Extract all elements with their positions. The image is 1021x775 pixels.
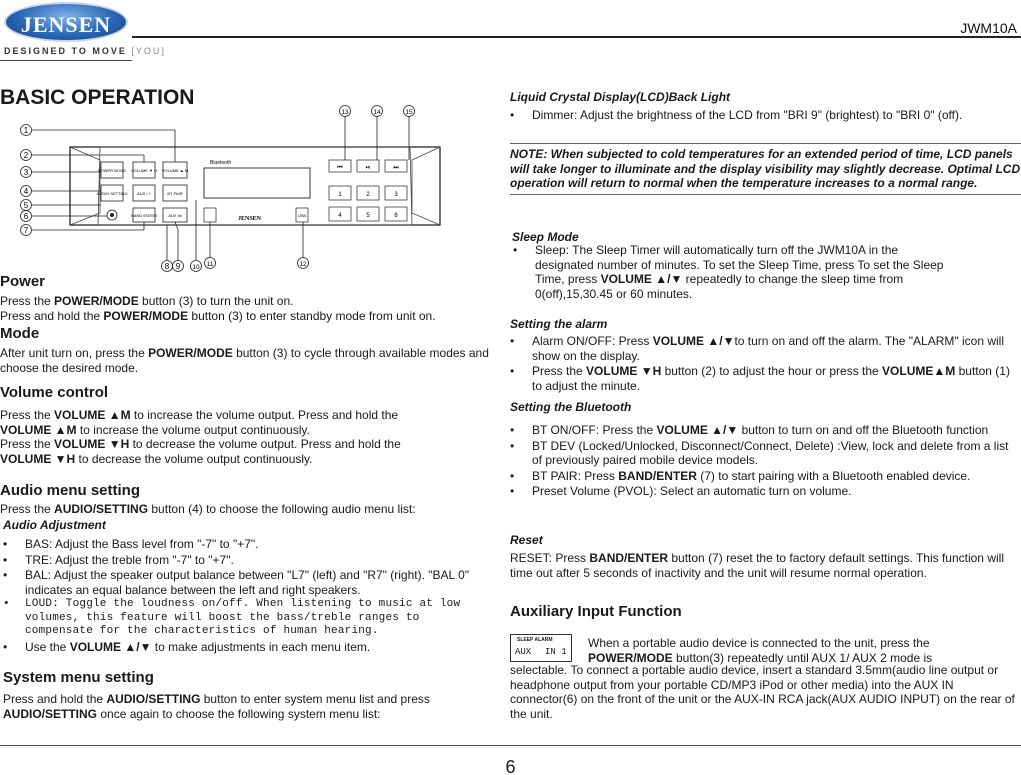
audio-adjustment-subheading: Audio Adjustment bbox=[3, 518, 106, 532]
list-item: • TRE: Adjust the treble from "-7" to "+7". bbox=[0, 553, 488, 568]
bluetooth-label: Bluetooth bbox=[210, 160, 232, 166]
callout-6: 6 bbox=[23, 212, 29, 221]
preset-5-label: 5 bbox=[366, 213, 370, 219]
list-item: • LOUD: Toggle the loudness on/off. When listening to music at low volumes, this feature will boost the bass/treble ranges to compensate for the characteristics of human hearing. bbox=[0, 598, 488, 639]
volume-up-button-label: VOLUME ▲ M bbox=[161, 168, 189, 173]
volume-text: Press the VOLUME ▲M to increase the volume output. Press and hold the VOLUME ▲M to increase the volume output continuously. Press the VOLUME ▼H to decrease the volume output. Press and hold the VOLUME ▼H to decrease the volume output continuously. bbox=[0, 408, 401, 466]
sleep-heading: Sleep Mode bbox=[512, 230, 579, 244]
callout-15: 15 bbox=[405, 109, 413, 116]
logo-text: JENSEN bbox=[20, 12, 112, 37]
mode-heading: Mode bbox=[0, 325, 40, 342]
tagline bbox=[4, 46, 166, 56]
panel-left-bevel bbox=[70, 147, 100, 225]
bt-pair-button-label: BT PAIR bbox=[167, 191, 183, 196]
preset-3-label: 3 bbox=[394, 192, 398, 198]
tagline-main: DESIGNED TO MOVE bbox=[4, 46, 127, 56]
bluetooth-heading: Setting the Bluetooth bbox=[510, 400, 632, 414]
lcd-display-shape bbox=[204, 168, 310, 198]
callout-13: 13 bbox=[341, 109, 349, 116]
list-item: • BT DEV (Locked/Unlocked, Disconnect/Connect, Delete) :View, lock and delete from a list of previously paired mobile device models. bbox=[507, 439, 1021, 468]
left-small-button-shape bbox=[204, 208, 216, 222]
audio-adjustment-list bbox=[0, 537, 488, 655]
mode-text: After unit turn on, press the POWER/MODE button (3) to cycle through available modes and choose the desired mode. bbox=[0, 346, 489, 375]
list-item: • BT PAIR: Press BAND/ENTER (7) to start pairing with a Bluetooth enabled device. bbox=[507, 469, 1021, 484]
callout-7: 7 bbox=[23, 226, 29, 235]
tagline-you: [YOU] bbox=[131, 46, 166, 56]
bluetooth-list bbox=[507, 423, 1021, 500]
sleep-list bbox=[510, 243, 960, 302]
callout-9: 9 bbox=[175, 262, 181, 271]
list-item: • Alarm ON/OFF: Press VOLUME ▲/▼to turn on and off the alarm. The "ALARM" icon will show on the display. bbox=[507, 334, 1021, 363]
band-enter-button-label: BAND ENTER bbox=[131, 213, 157, 218]
panel-right-bevel bbox=[412, 147, 440, 225]
audio-menu-intro: Press the AUDIO/SETTING button (4) to choose the following audio menu list: bbox=[0, 502, 416, 516]
power-heading: Power bbox=[0, 273, 46, 290]
reset-text: RESET: Press BAND/ENTER button (7) reset the to factory default settings. This function will time out after 5 seconds of inactivity and the unit will resume normal operation. bbox=[510, 551, 1004, 580]
lcd-note: NOTE: When subjected to cold temperatures for an extended period of time, LCD panels will take longer to illuminate and the display visibility may slightly decrease. Optimal LCD operation will return to normal when the temperature increases to a normal range. bbox=[510, 143, 1021, 195]
audio-menu-heading: Audio menu setting bbox=[0, 482, 140, 499]
lcd-list bbox=[507, 108, 1021, 124]
radio-front-panel-diagram bbox=[0, 100, 500, 275]
list-item: • Preset Volume (PVOL): Select an automatic turn on volume. bbox=[507, 484, 1021, 499]
page-title: BASIC OPERATION bbox=[0, 86, 195, 109]
preset-2-label: 2 bbox=[366, 192, 370, 198]
list-item: • Dimmer: Adjust the brightness of the LCD from "BRI 9" (brightest) to "BRI 0" (off). bbox=[507, 108, 1021, 123]
aux-box-top-label: SLEEP ALARM bbox=[517, 637, 553, 643]
list-item: • Press the VOLUME ▼H button (2) to adjust the hour or press the VOLUME▲M button (1) to adjust the minute. bbox=[507, 364, 1021, 393]
usb-label: USB bbox=[297, 213, 307, 218]
callout-4: 4 bbox=[23, 187, 29, 196]
callout-3: 3 bbox=[23, 168, 29, 177]
callout-12: 12 bbox=[299, 261, 307, 268]
panel-brand: JENSEN bbox=[238, 216, 262, 222]
alarm-list bbox=[507, 334, 1021, 394]
list-item: • BAL: Adjust the speaker output balance between "L7" (left) and "R7" (right). "BAL 0" indicates an equal balance between the left and right speakers. bbox=[0, 568, 488, 597]
list-item: • Use the VOLUME ▲/▼ to make adjustments in each menu item. bbox=[0, 640, 488, 655]
aux-plus-button-label: AUX / + bbox=[137, 191, 151, 196]
volume-knob-center bbox=[110, 213, 114, 217]
page-number: 6 bbox=[505, 757, 516, 775]
aux-box-left-label: AUX bbox=[515, 647, 532, 657]
power-mode-button-label: POWER MODE bbox=[97, 168, 127, 173]
aux-box-right-label: IN 1 bbox=[545, 647, 567, 657]
callout-8: 8 bbox=[164, 262, 170, 271]
aux-in-button-label: AUX IN bbox=[168, 213, 182, 218]
next-track-icon: ⏭ bbox=[393, 165, 399, 171]
callout-2: 2 bbox=[23, 151, 29, 160]
list-item: • BT ON/OFF: Press the VOLUME ▲/▼ button to turn on and off the Bluetooth function bbox=[507, 423, 1021, 438]
aux-heading: Auxiliary Input Function bbox=[510, 603, 682, 620]
power-text: Press the POWER/MODE button (3) to turn the unit on. Press and hold the POWER/MODE button (3) to enter standby mode from unit on. bbox=[0, 294, 436, 323]
alarm-heading: Setting the alarm bbox=[510, 317, 608, 331]
aux-lcd-illustration bbox=[510, 634, 572, 662]
header-divider bbox=[132, 36, 1021, 38]
volume-down-button-label: VOLUME ▼ H bbox=[131, 168, 157, 173]
preset-6-label: 6 bbox=[394, 213, 398, 219]
model-number: JWM10A bbox=[960, 20, 1017, 36]
radio-diagram-svg bbox=[0, 100, 500, 275]
list-item: • BAS: Adjust the Bass level from "-7" to "+7". bbox=[0, 537, 488, 552]
header-divider-left bbox=[0, 60, 132, 61]
callout-11: 11 bbox=[206, 261, 214, 268]
footer-divider bbox=[0, 745, 1021, 746]
callout-10: 10 bbox=[192, 264, 200, 271]
system-menu-text: Press and hold the AUDIO/SETTING button to enter system menu list and press AUDIO/SETTING once again to choose the following system menu list: bbox=[3, 692, 430, 721]
system-menu-heading: System menu setting bbox=[3, 669, 154, 686]
aux-text-body: selectable. To connect a portable audio device, insert a standard 3.5mm(audio line output or headphone output from your portable CD/MP3 iPod or other media) into the AUX IN connector(6) on the front of the unit or the AUX-IN RCA jack(AUX AUDIO INPUT) on the rear of the unit. bbox=[510, 663, 1015, 721]
callout-5: 5 bbox=[23, 201, 29, 210]
jensen-logo bbox=[4, 2, 128, 42]
list-item: • Sleep: The Sleep Timer will automatically turn off the JWM10A in the designated number of minutes. To set the Sleep Time, press To set the Sleep Time, press VOLUME ▲/▼ repeatedly to change the sleep time from 0(off),15,30.45 or 60 minutes. bbox=[510, 243, 960, 301]
preset-1-label: 1 bbox=[338, 192, 342, 198]
top-leader-lines bbox=[345, 116, 409, 160]
callout-1: 1 bbox=[23, 126, 29, 135]
callout-14: 14 bbox=[373, 109, 381, 116]
audio-setting-button-label: AUDIO SETTING bbox=[96, 191, 128, 196]
lcd-heading: Liquid Crystal Display(LCD)Back Light bbox=[510, 90, 731, 104]
volume-heading: Volume control bbox=[0, 384, 109, 401]
aux-text-top: When a portable audio device is connected to the unit, press the POWER/MODE button(3) repeatedly until AUX 1/ AUX 2 mode is bbox=[588, 636, 933, 665]
play-pause-icon: ⏯ bbox=[365, 165, 371, 171]
prev-track-icon: ⏮ bbox=[337, 165, 343, 171]
reset-heading: Reset bbox=[510, 533, 543, 547]
preset-4-label: 4 bbox=[338, 213, 342, 219]
